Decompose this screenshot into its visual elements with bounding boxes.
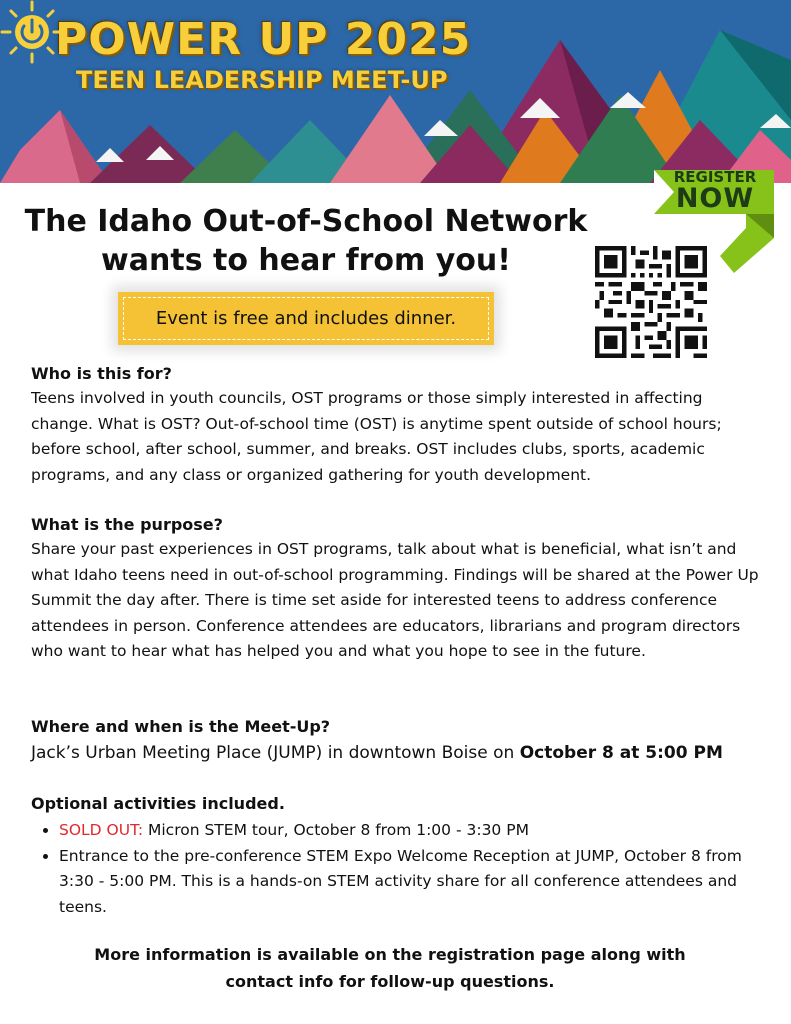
section-purpose: [31, 512, 766, 665]
free-dinner-text: Event is free and includes dinner.: [123, 297, 489, 340]
section-purpose-heading: What is the purpose?: [31, 515, 223, 534]
optional-activities-list: [31, 818, 766, 920]
section-where-body: [31, 739, 766, 767]
power-sun-icon: [0, 0, 64, 64]
footer-note: More information is available on the registration page along with contact info for follow-up questions.: [94, 945, 686, 991]
header-banner: [0, 0, 791, 186]
page-headline: The Idaho Out-of-School Network wants to hear from you!: [24, 204, 588, 278]
list-item: [59, 844, 766, 921]
qr-code[interactable]: [595, 246, 707, 358]
list-item-text: Micron STEM tour, October 8 from 1:00 - 3:30 PM: [143, 821, 529, 839]
section-where: [31, 714, 766, 767]
register-line1: REGISTER: [673, 168, 757, 186]
event-subtitle: TEEN LEADERSHIP MEET-UP: [76, 66, 448, 94]
section-who-heading: Who is this for?: [31, 364, 172, 383]
section-optional-heading: Optional activities included.: [31, 794, 285, 813]
section-where-heading: Where and when is the Meet-Up?: [31, 717, 331, 736]
section-purpose-body: Share your past experiences in OST programs, talk about what is beneficial, what isn’t and what Idaho teens need in out-of-school programming. Findings will be shared at the Power Up Summit the day after. There is time set aside for interested teens to address conference attendees in person. Conference attendees are educators, librarians and program directors who want to hear what has helped you and what you hope to see in the future.: [31, 540, 759, 660]
where-datetime: October 8 at 5:00 PM: [519, 743, 723, 763]
section-who: [31, 361, 766, 488]
where-location: Jack’s Urban Meeting Place (JUMP) in downtown Boise on: [31, 743, 520, 763]
free-dinner-callout: [118, 292, 494, 345]
list-item: [59, 818, 766, 844]
event-title: POWER UP 2025: [55, 14, 472, 65]
register-line2: NOW: [675, 183, 755, 214]
sold-out-badge: SOLD OUT:: [59, 821, 144, 839]
section-who-body: Teens involved in youth councils, OST programs or those simply interested in affecting change. What is OST? Out-of-school time (OST) is anytime spent outside of school hours; before school, after school, summer, and breaks. OST includes clubs, sports, academic programs, and any class or organized gathering for youth development.: [31, 389, 722, 484]
register-now-label[interactable]: [655, 170, 775, 212]
section-optional: [31, 791, 766, 920]
list-item-text: Entrance to the pre-conference STEM Expo Welcome Reception at JUMP, October 8 from 3:30 - 5:00 PM. This is a hands-on STEM activity share for all conference attendees and teens.: [59, 846, 742, 916]
